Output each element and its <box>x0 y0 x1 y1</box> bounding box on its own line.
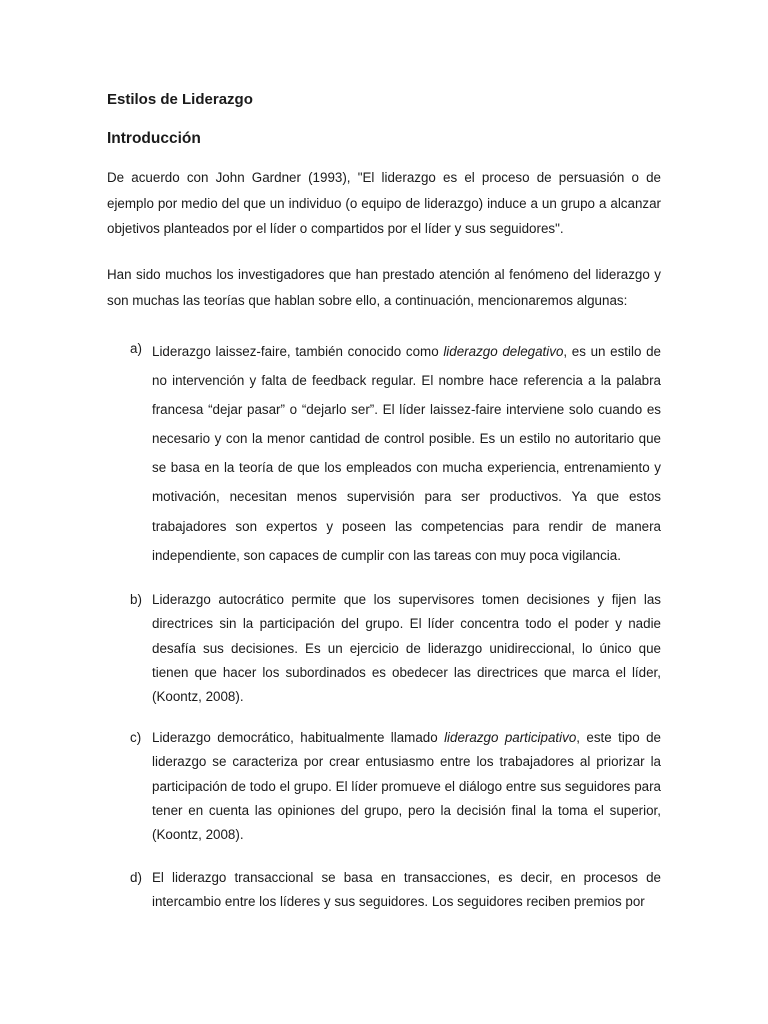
list-item-text <box>152 866 661 915</box>
list-item-text-start: Liderazgo laissez-faire, también conocido como <box>152 344 444 359</box>
list-item-text-end: , este tipo de liderazgo se caracteriza por crear entusiasmo entre los trabajadores al priorizar la participación de todo el grupo. El líder promueve el diálogo entre sus seguidores para tener en cuenta las opiniones del grupo, pero la decisión final la toma el superior, (Koontz, 2008). <box>152 730 661 843</box>
list-item-italic-term: liderazgo participativo <box>444 730 577 745</box>
list-item-italic-term: liderazgo delegativo <box>443 344 564 359</box>
list-item-text <box>152 588 661 709</box>
list-item-text-end: , es un estilo de no intervención y falta de feedback regular. El nombre hace referencia a la palabra francesa “dejar pasar” o “dejarlo ser”. El líder laissez-faire interviene solo cuando es necesario y con la menor cantidad de control posible. Es un estilo no autoritario que se basa en la teoría de que los empleados con mucha experiencia, entrenamiento y motivación, necesitan menos supervisión para ser productivos. Ya que estos trabajadores son expertos y poseen las competencias para rendir de manera independiente, son capaces de cumplir con las tareas con muy poca vigilancia. <box>152 344 661 563</box>
document-title: Estilos de Liderazgo <box>107 91 253 108</box>
list-item-autocratico <box>107 588 661 709</box>
list-item-text-start: El liderazgo transaccional se basa en transacciones, es decir, en procesos de intercambio entre los líderes y sus seguidores. Los seguidores reciben premios por <box>152 870 661 910</box>
paragraph-gardner-quote: De acuerdo con John Gardner (1993), "El liderazgo es el proceso de persuasión o de ejemplo por medio del que un individuo (o equipo de liderazgo) induce a un grupo a alcanzar objetivos planteados por el líder o compartidos por el líder y sus seguidores". <box>107 170 661 236</box>
list-item-democratico <box>107 726 661 847</box>
paragraph-investigadores: Han sido muchos los investigadores que han prestado atención al fenómeno del liderazgo y son muchas las teorías que hablan sobre ello, a continuación, mencionaremos algunas: <box>107 267 661 308</box>
list-item-transaccional <box>107 866 661 915</box>
list-marker: c) <box>130 730 142 745</box>
list-item-text-start: Liderazgo autocrático permite que los supervisores tomen decisiones y fijen las directrices sin la participación del grupo. El líder concentra todo el poder y nadie desafía sus decisiones. Es un ejercicio de liderazgo unidireccional, lo único que tienen que hacer los subordinados es obedecer las directrices que marca el líder, (Koontz, 2008). <box>152 592 661 705</box>
list-marker: d) <box>130 870 142 885</box>
list-item-text-start: Liderazgo democrático, habitualmente llamado <box>152 730 445 745</box>
section-heading-introduccion: Introducción <box>107 130 201 147</box>
list-item-text <box>152 726 661 847</box>
list-item-text <box>152 337 661 570</box>
list-marker: a) <box>130 341 142 356</box>
list-marker: b) <box>130 592 142 607</box>
list-item-laissez-faire <box>107 337 661 570</box>
